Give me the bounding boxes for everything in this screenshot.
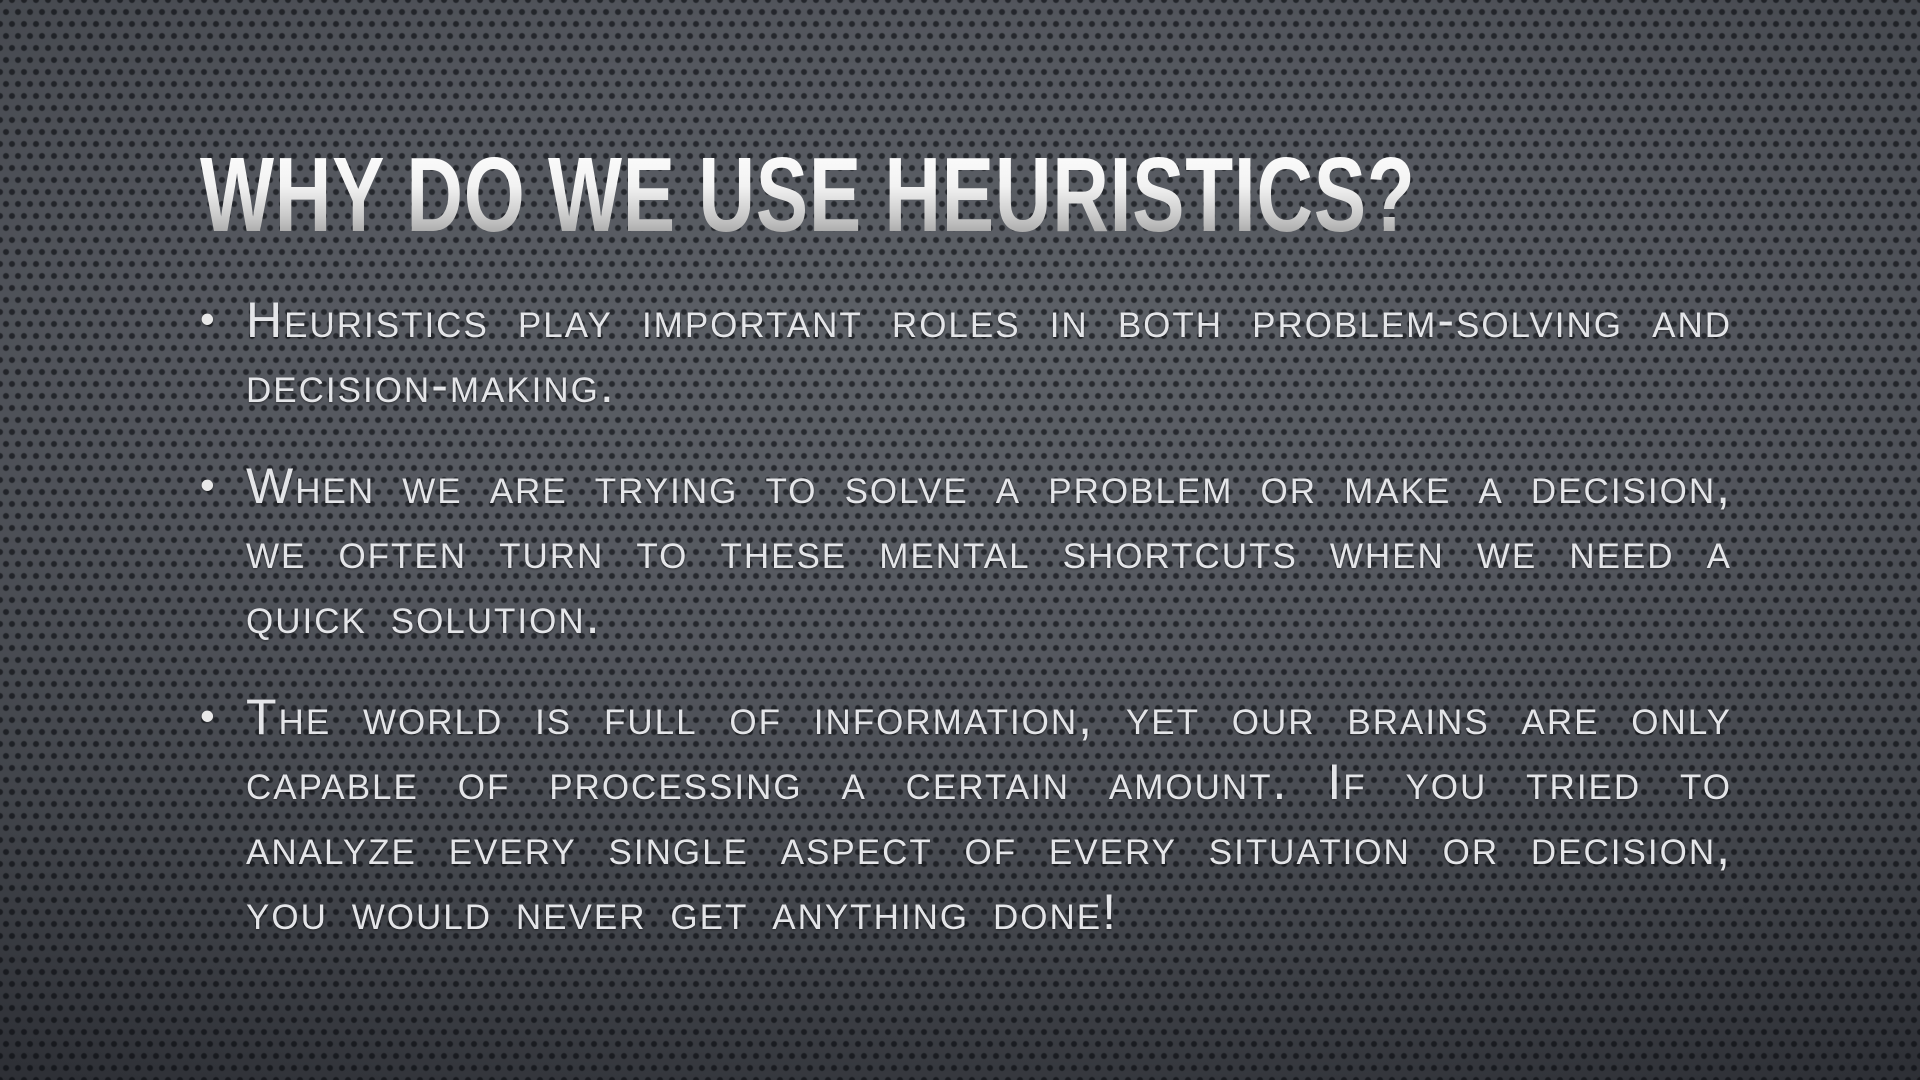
bullet-text: Heuristics play important roles in both problem-solving and decision-making. (246, 292, 1732, 413)
slide-title: WHY DO WE USE HEURISTICS? (200, 136, 1416, 254)
bullet-text: When we are trying to solve a problem or make a decision, we often turn to these mental shortcuts when we need a quick solution. (246, 458, 1732, 644)
bullet-text: The world is full of information, yet our brains are only capable of processing a certain amount. If you tried to analyze every single aspect of every situation or decision, you would never get anything done! (246, 689, 1732, 940)
bullet-item (200, 685, 1732, 945)
bullet-icon: • (200, 461, 215, 508)
bullet-icon: • (200, 295, 215, 342)
bullet-list (200, 288, 1732, 981)
bullet-item (200, 454, 1732, 649)
bullet-item (200, 288, 1732, 418)
bullet-icon: • (200, 692, 215, 739)
